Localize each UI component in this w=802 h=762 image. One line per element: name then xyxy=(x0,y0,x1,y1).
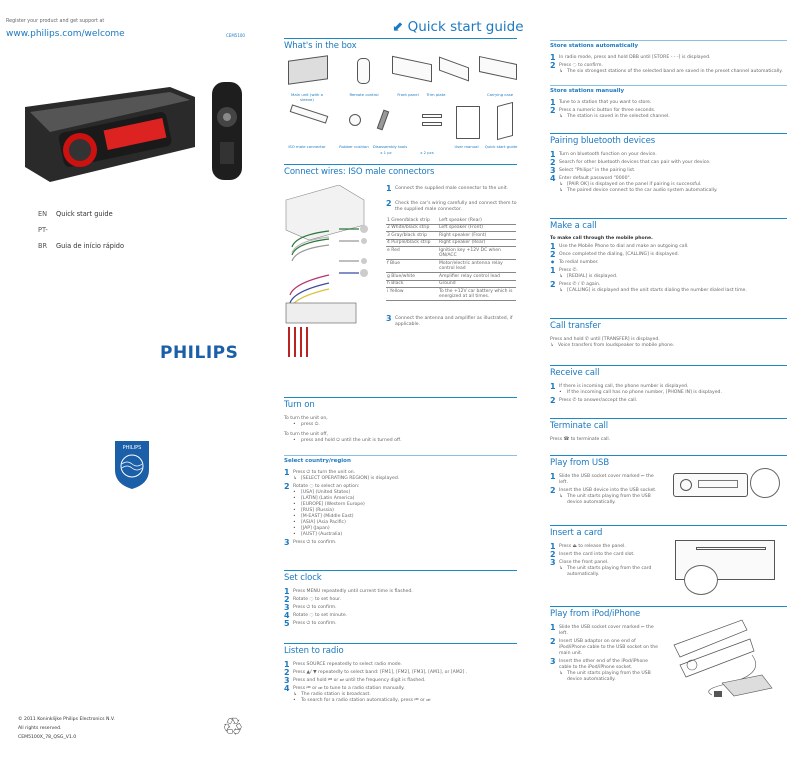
step-text: Press ⏮ or ⏭ to tune to a radio station manually. xyxy=(293,686,405,691)
step-text: Rotate ◌ to set minute. xyxy=(293,613,348,618)
step-detail xyxy=(550,69,787,75)
step-number: 3 xyxy=(284,676,290,685)
step-text: Press ⏻ to confirm. xyxy=(293,605,337,610)
step-number: 2 xyxy=(550,280,556,289)
step-item xyxy=(284,620,517,627)
step-item xyxy=(550,99,787,106)
result-arrow-icon: ↳ xyxy=(293,476,297,481)
caption-iso-connector: ISO male connector xyxy=(288,144,326,149)
step-item xyxy=(550,54,787,61)
section-region xyxy=(284,455,517,546)
wire-row xyxy=(386,247,516,260)
step-number: 1 xyxy=(550,53,556,62)
step-text: Press ✆ / ✆ again. xyxy=(559,282,601,287)
section-title: Set clock xyxy=(284,573,322,583)
detail-text: The radio station is broadcast. xyxy=(301,692,371,697)
front-panel-image xyxy=(392,56,432,83)
wire-function: Left speaker (Rear) xyxy=(438,217,516,224)
step-number: 1 xyxy=(550,472,556,481)
step-number: 3 xyxy=(386,314,392,323)
step-item xyxy=(550,281,787,288)
result-arrow-icon: ↳ xyxy=(559,566,563,571)
step-item xyxy=(550,543,660,550)
step-item xyxy=(550,397,787,404)
caption-user-manual: User manual xyxy=(454,144,479,149)
detail-text: [ASIA] (Asia Pacific) xyxy=(301,520,346,525)
bullet-icon: • xyxy=(293,526,296,531)
step-text: Once completed the dialing, [CALLING] is displayed. xyxy=(559,252,679,257)
rights-text: All rights reserved. xyxy=(18,726,62,731)
trim-plate-image xyxy=(439,57,469,82)
step-text: Insert the card into the card slot. xyxy=(559,552,635,557)
step-item xyxy=(284,596,517,603)
language-label: Quick start guide xyxy=(56,210,113,218)
detail-text: [PAIR OK] is displayed on the panel if pairing is successful. xyxy=(567,182,702,187)
step-number: 1 xyxy=(550,98,556,107)
section-title: Make a call xyxy=(550,221,597,231)
wire-row xyxy=(386,260,516,273)
wiring-diagram xyxy=(284,185,379,385)
section-terminate-call xyxy=(550,418,787,443)
step-number: 1 xyxy=(284,660,290,669)
step-item xyxy=(284,588,517,595)
step-item xyxy=(550,487,660,494)
wire-function: Right speaker (Front) xyxy=(438,232,516,240)
detail-text: [JAP] (Japan) xyxy=(301,526,330,531)
section-title: Store stations manually xyxy=(550,88,625,94)
language-pt-br[interactable] xyxy=(38,222,124,254)
step-text: press ⏻. xyxy=(301,422,320,427)
turn-on-step: • press ⏻. xyxy=(293,422,320,427)
step-text: Press ✆. xyxy=(559,268,578,273)
step-text: Press ▲/ ▼ repeatedly to select band: [FM1], [FM2], [FM3], [AM1], or [AM2] . xyxy=(293,670,468,675)
caption-qty-1: x 1 pc xyxy=(380,150,392,155)
wire-row xyxy=(386,280,516,288)
step-text: Rotate ◌ to set hour. xyxy=(293,597,342,602)
step-number: 1 xyxy=(550,242,556,251)
language-label: Guia de início rápido xyxy=(56,242,125,250)
step-number: 2 xyxy=(550,250,556,259)
step-item xyxy=(550,159,787,166)
section-title: Select country/region xyxy=(284,458,351,464)
language-code: PT-BR xyxy=(38,226,48,250)
result-arrow-icon: ↳ xyxy=(559,494,563,499)
step-detail xyxy=(550,671,660,683)
philips-shield-logo xyxy=(114,440,150,490)
section-store-auto xyxy=(550,40,787,75)
step-text: Insert the USB device into the USB socket. xyxy=(559,488,657,493)
wire-color: g Blue/white xyxy=(386,273,438,281)
detail-text: [CALLING] is displayed and the unit starts dialing the number dialed last time. xyxy=(567,288,747,293)
result-arrow-icon: ↳ xyxy=(293,692,297,697)
turn-off-step: • press and hold ⏻ until the unit is turned off. xyxy=(293,438,402,443)
section-title: Play from USB xyxy=(550,458,610,468)
step-number: 3 xyxy=(550,166,556,175)
transfer-result: ↳ Voice transfers from loudspeaker to mobile phone. xyxy=(550,343,675,348)
step-item xyxy=(386,315,521,328)
step-item xyxy=(550,175,787,182)
step-item xyxy=(550,658,660,671)
section-title: Insert a card xyxy=(550,528,603,538)
bullet-icon: • xyxy=(293,502,296,507)
wire-color: f Blue xyxy=(386,260,438,273)
result-arrow-icon: ↳ xyxy=(559,671,563,676)
wires-steps xyxy=(386,184,521,328)
step-number: 1 xyxy=(284,587,290,596)
guide-title xyxy=(392,19,524,35)
section-title: Pairing bluetooth devices xyxy=(550,136,656,146)
step-text: Close the front panel. xyxy=(559,560,609,565)
wire-function: Amplifier relay control lead xyxy=(438,273,516,281)
step-item xyxy=(550,62,787,69)
step-number: 1 xyxy=(550,382,556,391)
step-text: Press SOURCE repeatedly to select radio mode. xyxy=(293,662,402,667)
step-detail xyxy=(284,532,517,538)
model-number: CEM5100 xyxy=(226,33,245,38)
caption-qty-2: x 2 pcs xyxy=(420,150,434,155)
step-text: Insert the other end of the iPod/iPhone cable to the iPod/iPhone socket. xyxy=(559,659,648,670)
step-text: Use the Mobile Phone to dial and make an outgoing call. xyxy=(559,244,689,249)
wire-function: To the +12V car battery which is energized at all times. xyxy=(438,288,516,301)
bullet-icon: • xyxy=(293,514,296,519)
recycle-icon: ♲ xyxy=(222,713,244,741)
step-text: Press ⏻ to confirm. xyxy=(293,540,337,545)
step-text: Insert USB adaptor on one end of iPod/iPhone cable to the USB socket on the main unit. xyxy=(559,639,658,656)
caption-carrying-case: Carrying case xyxy=(486,92,514,97)
iso-connector-image xyxy=(290,104,329,123)
step-number: 2 xyxy=(386,199,392,208)
footer-legal xyxy=(18,715,115,742)
step-text: Press ◌ to confirm. xyxy=(559,63,603,68)
terminate-text: Press ☎ to terminate call. xyxy=(550,437,611,442)
section-in-the-box xyxy=(284,38,517,51)
step-number: 2 xyxy=(284,595,290,604)
wire-row xyxy=(386,288,516,301)
step-item xyxy=(550,551,660,558)
wire-function: Ignition key +12V DC when ON/ACC xyxy=(438,247,516,260)
result-arrow-icon: ↳ xyxy=(559,188,563,193)
result-arrow-icon: ↳ xyxy=(559,182,563,187)
step-number: 1 xyxy=(386,184,392,193)
product-illustration xyxy=(20,72,270,192)
philips-wordmark: PHILIPS xyxy=(160,343,239,363)
step-text: Press ⏏ to release the panel. xyxy=(559,544,626,549)
detail-text: The six strongest stations of the selected band are saved in the preset channel automatically. xyxy=(567,69,783,74)
step-number: 3 xyxy=(284,603,290,612)
step-number: 1 xyxy=(550,623,556,632)
copyright-text: © 2011 Koninklijke Philips Electronics N.V. xyxy=(18,717,115,722)
caption-remote: Remote control xyxy=(349,92,379,97)
step-text: Tune to a station that you want to store. xyxy=(559,100,652,105)
step-detail xyxy=(550,494,660,506)
tool-image xyxy=(422,114,442,118)
detail-text: The paired device connect to the car audio system automatically. xyxy=(567,188,718,193)
user-manual-image xyxy=(456,106,480,139)
detail-text: If the incoming call has no phone number, [PHONE IN] is displayed. xyxy=(567,390,722,395)
step-number: 2 xyxy=(550,396,556,405)
step-item xyxy=(284,685,517,692)
caption-main-unit: Main unit (with a sleeve) xyxy=(291,92,323,102)
step-detail xyxy=(550,390,787,396)
step-number: 2 xyxy=(550,486,556,495)
turn-on-label: To turn the unit on, xyxy=(284,416,328,421)
step-number: 2 xyxy=(550,61,556,70)
step-item xyxy=(284,669,517,676)
step-number: 1 xyxy=(550,150,556,159)
step-number: 2 xyxy=(550,637,556,646)
step-item xyxy=(550,167,787,174)
step-number: 2 xyxy=(550,106,556,115)
bullet-icon: • xyxy=(293,520,296,525)
step-number: • xyxy=(550,258,556,267)
step-text: Rotate ◌ to select an option: xyxy=(293,484,360,489)
step-text: Select "Philips" in the pairing list. xyxy=(559,168,636,173)
caption-trim-plate: Trim plate xyxy=(426,92,446,97)
step-item xyxy=(550,473,660,486)
detail-text: [SELECT OPERATING REGION] is displayed. xyxy=(301,476,400,481)
caption-disassembly-tools: Disassembly tools xyxy=(372,144,408,149)
step-text: Turn on bluetooth function on your device. xyxy=(559,152,657,157)
result-arrow-icon: ↳ xyxy=(559,114,563,119)
tool-image xyxy=(422,122,442,126)
wire-function: Left speaker (Front) xyxy=(438,224,516,232)
detail-text: [LATIN] (Latin America) xyxy=(301,496,355,501)
step-number: 1 xyxy=(550,266,556,275)
result-text: Voice transfers from loudspeaker to mobile phone. xyxy=(558,343,675,348)
step-number: 4 xyxy=(284,684,290,693)
detail-text: The station is saved in the selected channel. xyxy=(567,114,670,119)
step-number: 3 xyxy=(550,558,556,567)
detail-text: [USA] (United States) xyxy=(301,490,351,495)
result-arrow-icon: ↳ xyxy=(559,274,563,279)
section-call xyxy=(550,218,787,294)
step-item xyxy=(550,243,787,250)
language-list xyxy=(38,206,124,254)
language-en[interactable] xyxy=(38,206,124,222)
section-store-manual xyxy=(550,85,787,120)
step-number: 2 xyxy=(550,550,556,559)
wire-color: 1 Green/black strip xyxy=(386,217,438,224)
caption-quick-start: Quick start guide xyxy=(484,144,518,149)
section-pairing xyxy=(550,133,787,194)
step-text: Enter default password "0000". xyxy=(559,176,632,181)
box-contents xyxy=(284,56,517,156)
step-text: Press ✆ to answer/accept the call. xyxy=(559,398,638,403)
step-detail xyxy=(284,476,517,482)
step-detail xyxy=(550,566,660,578)
section-call-transfer xyxy=(550,318,787,349)
rubber-cushion-image xyxy=(349,114,361,126)
wire-color: e Red xyxy=(386,247,438,260)
step-item xyxy=(284,661,517,668)
wire-color: 3 Gray/black strip xyxy=(386,232,438,240)
detail-text: The unit starts playing from the USB device automatically. xyxy=(567,494,651,505)
step-item xyxy=(550,107,787,114)
step-detail xyxy=(550,188,787,194)
welcome-url[interactable]: www.philips.com/welcome xyxy=(6,29,125,39)
bullet-icon: • xyxy=(559,390,562,395)
section-title: Play from iPod/iPhone xyxy=(550,609,641,619)
step-text: Search for other bluetooth devices that can pair with your device. xyxy=(559,160,711,165)
bullet-icon: • xyxy=(293,496,296,501)
step-detail xyxy=(284,698,517,704)
section-title: Turn on xyxy=(284,400,315,410)
detail-text: [M-EAST] (Middle East) xyxy=(301,514,354,519)
step-text: If there is incoming call, the phone number is displayed. xyxy=(559,384,689,389)
step-item xyxy=(284,677,517,684)
step-item xyxy=(386,185,521,192)
step-item xyxy=(284,469,517,476)
remote-image xyxy=(357,58,370,84)
section-title: Store stations automatically xyxy=(550,43,639,49)
bullet-icon: • xyxy=(293,698,296,703)
section-title: Connect wires: ISO male connectors xyxy=(284,167,435,177)
document-id: CEM5100X_78_QSG_V1.0 xyxy=(18,735,77,740)
wire-color: 4 Purple/black strip xyxy=(386,239,438,247)
step-number: 5 xyxy=(284,619,290,628)
main-unit-image xyxy=(288,55,328,85)
wire-row xyxy=(386,217,516,224)
section-radio xyxy=(284,643,517,704)
step-item xyxy=(550,638,660,657)
wire-function: Motor/electric antenna relay control lead xyxy=(438,260,516,273)
step-item xyxy=(284,539,517,546)
usb-stick-icon xyxy=(750,468,780,498)
carrying-case-image xyxy=(479,56,517,80)
section-title: Call transfer xyxy=(550,321,601,331)
step-text: Connect the antenna and amplifier as illustrated, if applicable. xyxy=(395,316,513,327)
svg-text:PHILIPS: PHILIPS xyxy=(122,445,142,451)
wire-color: h Black xyxy=(386,280,438,288)
section-title: Receive call xyxy=(550,368,600,378)
step-text: Press ⏻ to turn the unit on. xyxy=(293,470,356,475)
step-item xyxy=(550,151,787,158)
turn-off-label: To turn the unit off, xyxy=(284,432,328,437)
result-arrow-icon: ↳ xyxy=(559,288,563,293)
step-text: To redial number. xyxy=(559,260,599,265)
bullet-icon: • xyxy=(293,532,296,537)
usb-unit-illustration xyxy=(673,473,748,497)
step-item xyxy=(550,251,787,258)
step-text: Slide the USB socket cover marked ⭠ the left. xyxy=(559,625,654,636)
wire-color: 2 White/black strip xyxy=(386,224,438,232)
step-item xyxy=(550,383,787,390)
step-number: 2 xyxy=(284,482,290,491)
step-item xyxy=(550,624,660,637)
step-number: 3 xyxy=(550,657,556,666)
step-number: 2 xyxy=(284,668,290,677)
step-number: 4 xyxy=(284,611,290,620)
step-item xyxy=(386,200,521,213)
step-detail xyxy=(550,114,787,120)
step-text: In radio mode, press and hold DBB until [STORE - - -] is displayed. xyxy=(559,55,711,60)
detail-text: [REDIAL] is displayed. xyxy=(567,274,618,279)
detail-text: To search for a radio station automatically, press ⏮ or ⏭ xyxy=(301,698,431,703)
wire-color-table xyxy=(386,217,516,301)
section-turn-on xyxy=(284,397,517,444)
register-text: Register your product and get support at xyxy=(6,19,105,24)
section-connect-wires xyxy=(284,164,517,177)
intro-text: To make call through the mobile phone. xyxy=(550,236,653,241)
arrow-down-left-icon: ⬋ xyxy=(392,19,408,35)
step-detail xyxy=(550,274,787,280)
step-text: Press a numeric button for three seconds. xyxy=(559,108,656,113)
section-title: Listen to radio xyxy=(284,646,344,656)
caption-front-panel: Front panel xyxy=(397,92,419,97)
detail-text: [EUROPE] (Western Europe) xyxy=(301,502,365,507)
detail-text: The unit starts playing from the card automatically. xyxy=(567,566,652,577)
step-text: Press and hold ⏮ or ⏭ until the frequency digit is flashed. xyxy=(293,678,426,683)
wire-color: i Yellow xyxy=(386,288,438,301)
section-title: Terminate call xyxy=(550,421,609,431)
bullet-icon: • xyxy=(293,508,296,513)
section-clock xyxy=(284,570,517,627)
detail-text: The unit starts playing from the USB device automatically. xyxy=(567,671,651,682)
section-receive xyxy=(550,365,787,404)
wire-row xyxy=(386,273,516,281)
detail-text: [AUST] (Australia) xyxy=(301,532,343,537)
step-item xyxy=(284,612,517,619)
detail-text: [RUS] (Russia) xyxy=(301,508,334,513)
section-title: What's in the box xyxy=(284,41,357,51)
screw-image xyxy=(377,110,389,131)
wire-row xyxy=(386,239,516,247)
ipod-illustration xyxy=(672,615,782,705)
step-item xyxy=(284,483,517,490)
step-text: Check the car's wiring carefully and connect them to the supplied male connector. xyxy=(395,201,517,212)
step-text: Press ⏻ to confirm. xyxy=(293,621,337,626)
step-item xyxy=(550,259,787,266)
step-text: Press MENU repeatedly until current time is flashed. xyxy=(293,589,413,594)
step-number: 2 xyxy=(550,158,556,167)
bullet-icon: • xyxy=(293,490,296,495)
step-number: 3 xyxy=(284,538,290,547)
caption-rubber-cushion: Rubber cushion xyxy=(339,144,369,149)
transfer-text: Press and hold ✆ until [TRANSFER] is displayed. xyxy=(550,337,660,342)
step-detail xyxy=(550,288,787,294)
quick-start-image xyxy=(497,102,513,140)
wire-function: Right speaker (Rear) xyxy=(438,239,516,247)
sd-card-icon xyxy=(684,565,718,595)
wire-function: Ground xyxy=(438,280,516,288)
step-text: Slide the USB socket cover marked ⭠ the left. xyxy=(559,474,654,485)
step-text: press and hold ⏻ until the unit is turned off. xyxy=(301,438,402,443)
wire-row xyxy=(386,224,516,232)
step-text: Connect the supplied male connector to the unit. xyxy=(395,186,509,191)
result-arrow-icon: ↳ xyxy=(559,69,563,74)
wire-row xyxy=(386,232,516,240)
step-item xyxy=(550,267,787,274)
step-number: 1 xyxy=(284,468,290,477)
guide-title-text: Quick start guide xyxy=(407,19,524,35)
step-number: 4 xyxy=(550,174,556,183)
step-item xyxy=(550,559,660,566)
language-code: EN xyxy=(38,210,48,218)
step-number: 1 xyxy=(550,542,556,551)
step-item xyxy=(284,604,517,611)
